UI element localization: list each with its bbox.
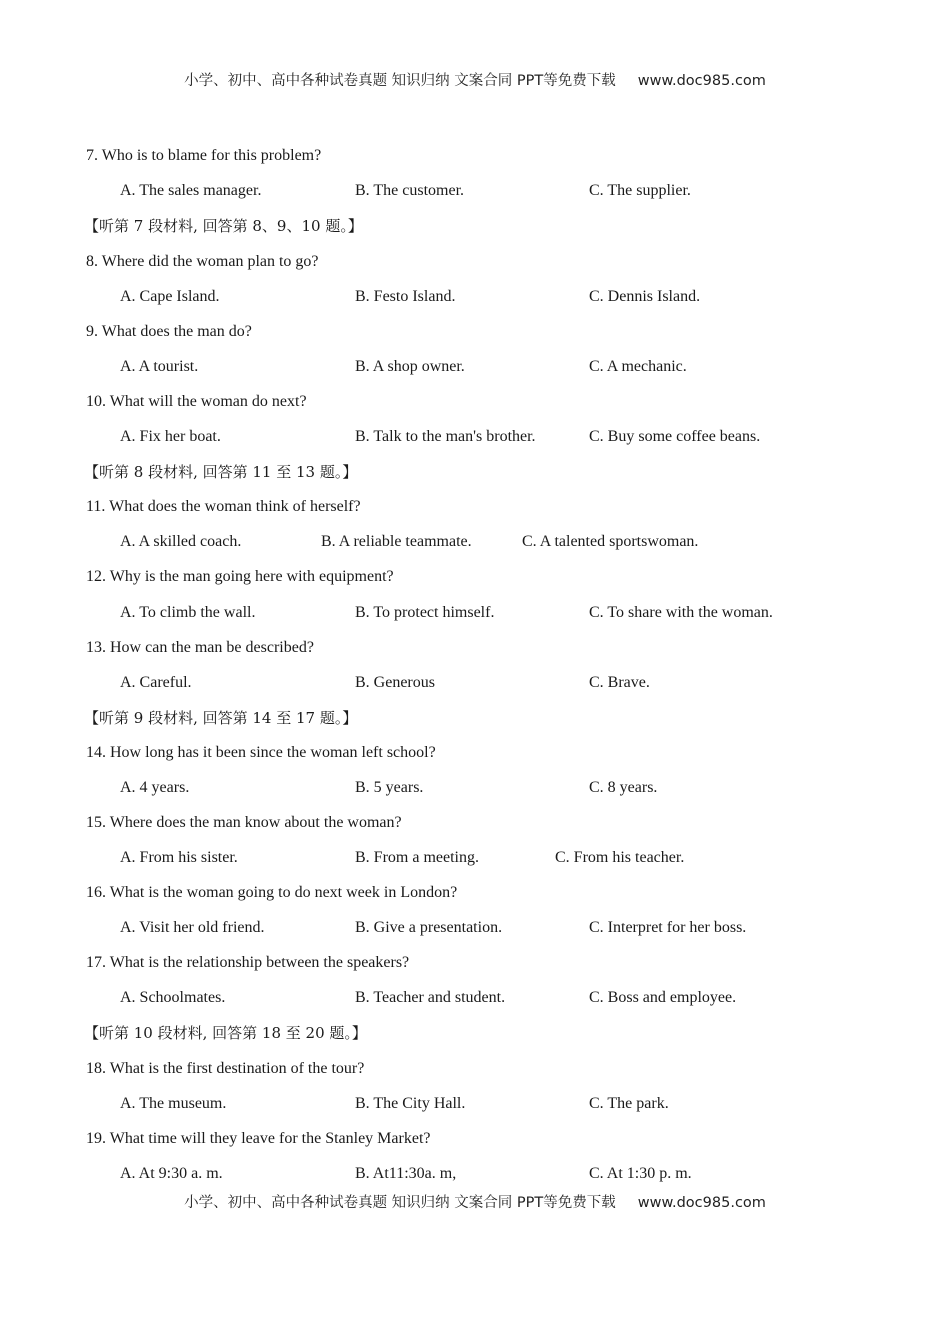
question-15: 15. Where does the man know about the woman? <box>86 814 402 831</box>
option-11c: C. A talented sportswoman. <box>522 533 699 550</box>
option-14b: B. 5 years. <box>355 779 424 796</box>
question-16: 16. What is the woman going to do next week in London? <box>86 884 458 901</box>
option-11a: A. A skilled coach. <box>120 533 242 550</box>
option-16a: A. Visit her old friend. <box>120 919 265 936</box>
question-14: 14. How long has it been since the woman left school? <box>86 744 436 761</box>
option-10a: A. Fix her boat. <box>120 428 221 445</box>
option-15b: B. From a meeting. <box>355 849 479 866</box>
option-10b: B. Talk to the man's brother. <box>355 428 536 445</box>
option-18b: B. The City Hall. <box>355 1095 466 1112</box>
option-8a: A. Cape Island. <box>120 288 220 305</box>
footer-text: 小学、初中、高中各种试卷真题 知识归纳 文案合同 PPT等免费下载 <box>184 1195 616 1211</box>
footer-url[interactable]: www.doc985.com <box>637 1195 766 1211</box>
option-19a: A. At 9:30 a. m. <box>120 1165 223 1182</box>
option-16c: C. Interpret for her boss. <box>589 919 747 936</box>
option-16b: B. Give a presentation. <box>355 919 503 936</box>
question-12: 12. Why is the man going here with equipment? <box>86 568 394 585</box>
option-17a: A. Schoolmates. <box>120 989 226 1006</box>
question-18: 18. What is the first destination of the tour? <box>86 1060 365 1077</box>
section-heading-7: 【听第 7 段材料, 回答第 8、9、10 题。】 <box>84 217 363 235</box>
option-8c: C. Dennis Island. <box>589 288 701 305</box>
question-11: 11. What does the woman think of herself? <box>86 498 361 515</box>
question-9: 9. What does the man do? <box>86 323 252 340</box>
option-7a: A. The sales manager. <box>120 182 262 199</box>
option-12b: B. To protect himself. <box>355 604 495 621</box>
option-7b: B. The customer. <box>355 182 465 199</box>
header-url[interactable]: www.doc985.com <box>637 73 766 89</box>
option-13b: B. Generous <box>355 674 435 691</box>
option-19c: C. At 1:30 p. m. <box>589 1165 692 1182</box>
question-17: 17. What is the relationship between the speakers? <box>86 954 410 971</box>
option-19b: B. At11:30a. m, <box>355 1165 457 1182</box>
option-12a: A. To climb the wall. <box>120 604 256 621</box>
page-footer <box>0 1191 950 1212</box>
question-19: 19. What time will they leave for the Stanley Market? <box>86 1130 431 1147</box>
question-8: 8. Where did the woman plan to go? <box>86 253 319 270</box>
question-7: 7. Who is to blame for this problem? <box>86 147 322 164</box>
option-10c: C. Buy some coffee beans. <box>589 428 761 445</box>
option-9c: C. A mechanic. <box>589 358 687 375</box>
question-13: 13. How can the man be described? <box>86 639 314 656</box>
section-heading-8: 【听第 8 段材料, 回答第 11 至 13 题。】 <box>84 463 358 481</box>
option-14a: A. 4 years. <box>120 779 190 796</box>
option-9b: B. A shop owner. <box>355 358 465 375</box>
option-7c: C. The supplier. <box>589 182 691 199</box>
option-18c: C. The park. <box>589 1095 669 1112</box>
section-heading-9: 【听第 9 段材料, 回答第 14 至 17 题。】 <box>84 709 358 727</box>
page-header <box>0 69 950 90</box>
option-17b: B. Teacher and student. <box>355 989 506 1006</box>
option-12c: C. To share with the woman. <box>589 604 773 621</box>
option-15c: C. From his teacher. <box>555 849 685 866</box>
option-17c: C. Boss and employee. <box>589 989 737 1006</box>
option-15a: A. From his sister. <box>120 849 238 866</box>
option-13c: C. Brave. <box>589 674 650 691</box>
option-8b: B. Festo Island. <box>355 288 456 305</box>
header-text: 小学、初中、高中各种试卷真题 知识归纳 文案合同 PPT等免费下载 <box>184 73 616 89</box>
option-13a: A. Careful. <box>120 674 192 691</box>
option-18a: A. The museum. <box>120 1095 227 1112</box>
option-14c: C. 8 years. <box>589 779 658 796</box>
option-9a: A. A tourist. <box>120 358 199 375</box>
option-11b: B. A reliable teammate. <box>321 533 472 550</box>
section-heading-10: 【听第 10 段材料, 回答第 18 至 20 题。】 <box>84 1024 367 1042</box>
question-10: 10. What will the woman do next? <box>86 393 307 410</box>
